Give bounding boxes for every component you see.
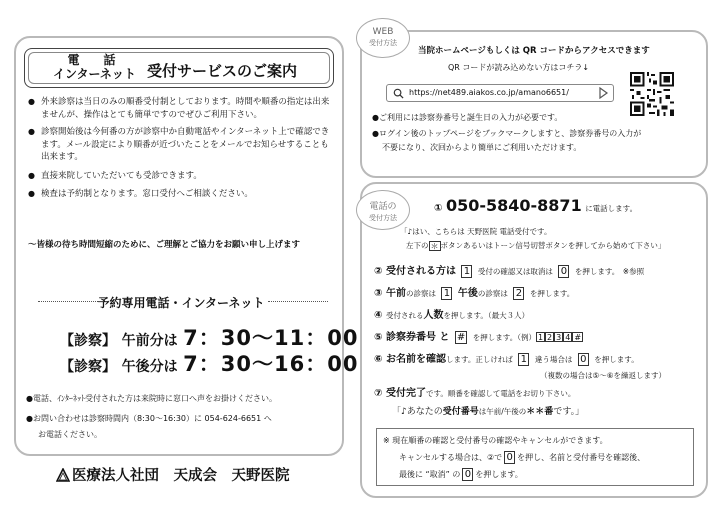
bullet-icon: ● xyxy=(28,97,35,106)
note-text: 最後に “取消” の xyxy=(399,470,461,479)
example-key: # xyxy=(574,333,582,342)
key-2: 2 xyxy=(513,287,524,300)
message-text: 受付番号 xyxy=(442,407,479,417)
step-7 xyxy=(374,384,575,399)
cancel-note-box xyxy=(376,428,694,486)
hours-prefix: 午後分は xyxy=(121,359,178,375)
step-6 xyxy=(374,350,639,366)
hospital-name xyxy=(56,464,290,485)
message-text: ＊＊番 xyxy=(526,407,554,417)
step-text: お名前を確認 xyxy=(385,354,446,365)
step-text: です。順番を確認して電話をお切り下さい。 xyxy=(425,389,576,398)
step-number: ④ xyxy=(374,310,383,321)
hours-prefix: 午前分は xyxy=(121,333,178,349)
greeting-text: ボタンあるいはトーン信号切替ボタンを押してから始めて下さい」 xyxy=(440,241,666,250)
note-text: を押し、名前と受付番号を確認後、 xyxy=(517,453,646,462)
key-0: 0 xyxy=(558,265,569,278)
web-note-2: ●ログイン後のトップページをブックマークしますと、診察券番号の入力が xyxy=(372,129,642,138)
bullet-item xyxy=(28,170,333,183)
bullet-icon: ● xyxy=(28,127,35,136)
web-qr-hint: QR コードが読み込めない方はコチラ↓ xyxy=(448,63,590,72)
step-number: ⑦ xyxy=(374,388,383,399)
step-text: を押します。 xyxy=(529,289,575,298)
tel-reception-panel xyxy=(360,182,708,498)
key-star: ＊ xyxy=(430,242,439,251)
service-info-panel xyxy=(14,36,359,456)
hours-time: 7：30～11：00 xyxy=(183,326,359,350)
example-key: 3 xyxy=(556,333,562,342)
key-1: 1 xyxy=(441,287,452,300)
step-text: と xyxy=(439,332,450,343)
step-text: の診察は xyxy=(405,289,436,298)
title-bottom: インターネット xyxy=(53,67,136,81)
key-0: 0 xyxy=(504,451,515,464)
bullet-text: 直接来院していただいても受診できます。 xyxy=(41,171,202,181)
step-text: 受付される xyxy=(385,311,424,320)
note-reception: ●電話、ｲﾝﾀｰﾈｯﾄ受付された方は来院時に窓口へ声をお掛けください。 xyxy=(26,394,277,403)
reservation-title-row xyxy=(28,294,334,308)
web-intro: 当院ホームページもしくは QR コードからアクセスできます xyxy=(418,46,650,56)
afternoon-hours xyxy=(60,348,358,378)
greeting-1: 「♪はい、こちらは 天野医院 電話受付です。 xyxy=(400,227,552,236)
key-1: 1 xyxy=(461,265,472,278)
step-text: 診察券番号 xyxy=(385,332,436,343)
step-number: ⑥ xyxy=(374,354,383,365)
url-bar[interactable] xyxy=(386,84,614,102)
title-stack xyxy=(53,53,136,81)
step-1 xyxy=(434,196,637,215)
badge-subtitle: 受付方法 xyxy=(369,214,397,222)
bullet-text: 外来診察は当日のみの順番受付制としております。時間や順番の指定は出来ませんが、操作はとても簡単ですのでぜひご利用下さい。 xyxy=(41,97,330,120)
web-note-2-cont: 不要になり、次回からより簡単にご利用いただけます。 xyxy=(382,143,582,152)
bullet-text: 検査は予約制となります。窓口受付へご相談ください。 xyxy=(41,189,253,199)
step-text: 受付完了 xyxy=(385,388,426,399)
note-contact: ●お問い合わせは診察時間内（8:30～16:30）に 054-624-6651 へ xyxy=(26,414,272,423)
bullet-item xyxy=(28,188,333,201)
badge-title: 電話の xyxy=(369,202,397,212)
web-badge xyxy=(356,18,410,58)
tel-badge xyxy=(356,190,410,230)
step-text: の診察は xyxy=(477,289,508,298)
message-text: 「♪あなたの xyxy=(392,407,443,417)
step-2 xyxy=(374,262,644,278)
phone-number[interactable]: 050-5840-8871 xyxy=(445,196,582,215)
hours-time: 7：30～16：00 xyxy=(183,352,359,376)
step-text: を押します。（例） xyxy=(472,333,536,342)
dotted-divider xyxy=(268,301,328,302)
appeal-text: ～皆様の待ち時間短縮のために、ご理解とご協力をお願い申し上げます xyxy=(28,240,301,250)
cancel-note-1: ※ 現在順番の確認と受付番号の確認やキャンセルができます。 xyxy=(383,436,608,445)
step-number: ⑤ xyxy=(374,332,383,343)
step-text: を押します。 xyxy=(574,267,620,276)
step-number: ③ xyxy=(374,288,383,299)
key-0: 0 xyxy=(462,468,473,481)
step-text: 受付の確認又は取消は xyxy=(477,267,553,276)
title-box xyxy=(24,48,334,88)
badge-subtitle: 受付方法 xyxy=(369,39,397,47)
step-text: します。正しければ xyxy=(445,355,513,364)
step-3 xyxy=(374,284,574,300)
example-key: 2 xyxy=(547,333,553,342)
step-text: を押します。（最大３人） xyxy=(443,311,530,320)
step-text: 受付される方は xyxy=(385,266,456,277)
arrow-right-icon xyxy=(597,87,609,99)
example-key: 4 xyxy=(565,333,571,342)
step-text: を押します。 xyxy=(594,355,639,364)
key-hash: # xyxy=(456,331,466,343)
cancel-note-3 xyxy=(399,468,523,481)
step-note: ※参照 xyxy=(622,267,645,276)
url-text: https://net489.aiakos.co.jp/amano6651/ xyxy=(409,88,569,97)
triangle-logo-icon xyxy=(56,468,70,482)
web-reception-panel xyxy=(360,27,708,178)
greeting-2 xyxy=(406,240,665,251)
step-4 xyxy=(374,306,529,321)
qr-code[interactable] xyxy=(630,72,674,116)
step-text: 違う場合は xyxy=(534,355,573,364)
key-0: 0 xyxy=(578,353,589,366)
title-top: 電 話 xyxy=(67,53,122,67)
message-text: です。」 xyxy=(553,407,585,417)
key-1: 1 xyxy=(518,353,529,366)
message-text: は午前/午後の xyxy=(478,407,527,416)
bullet-item xyxy=(28,96,333,121)
step-text: 午前 xyxy=(385,288,406,299)
page-title: 受付サービスのご案内 xyxy=(147,62,298,80)
badge-title: WEB xyxy=(372,27,394,37)
bullet-text: 診察開始後は今何番の方が診察中か自動電話やインターネット上で確認できます。メール設定により順番が近づいたことをメールでお知らせすることも出来ます。 xyxy=(41,127,330,162)
step-number: ① xyxy=(434,203,443,214)
note-text: を押します。 xyxy=(475,470,523,479)
hospital-name-text: 医療法人社団 天成会 天野医院 xyxy=(72,468,290,484)
hours-label: 【診察】 xyxy=(60,359,116,375)
note-text: キャンセルする場合は、②で xyxy=(399,453,503,462)
step-6-note: （複数の場合は⑤～⑥を繰返します） xyxy=(540,371,666,380)
step-text: に電話します。 xyxy=(585,204,638,213)
step-text: 人数 xyxy=(423,310,444,321)
greeting-text: 左下の xyxy=(406,241,429,250)
step-number: ② xyxy=(374,266,383,277)
web-note-1: ●ご利用には診察券番号と誕生日の入力が必要です。 xyxy=(372,113,563,122)
step-7-message xyxy=(392,404,584,417)
step-5 xyxy=(374,328,583,344)
step-text: 午後 xyxy=(457,288,478,299)
search-icon xyxy=(393,88,404,99)
reservation-title: 予約専用電話・インターネット xyxy=(97,296,265,310)
cancel-note-2 xyxy=(399,451,645,464)
bullet-icon: ● xyxy=(28,189,35,198)
hours-label: 【診察】 xyxy=(60,333,116,349)
note-contact-cont: お電話ください。 xyxy=(38,430,102,439)
example-key: 1 xyxy=(537,333,544,342)
bullet-icon: ● xyxy=(28,171,35,180)
bullet-item xyxy=(28,126,333,164)
